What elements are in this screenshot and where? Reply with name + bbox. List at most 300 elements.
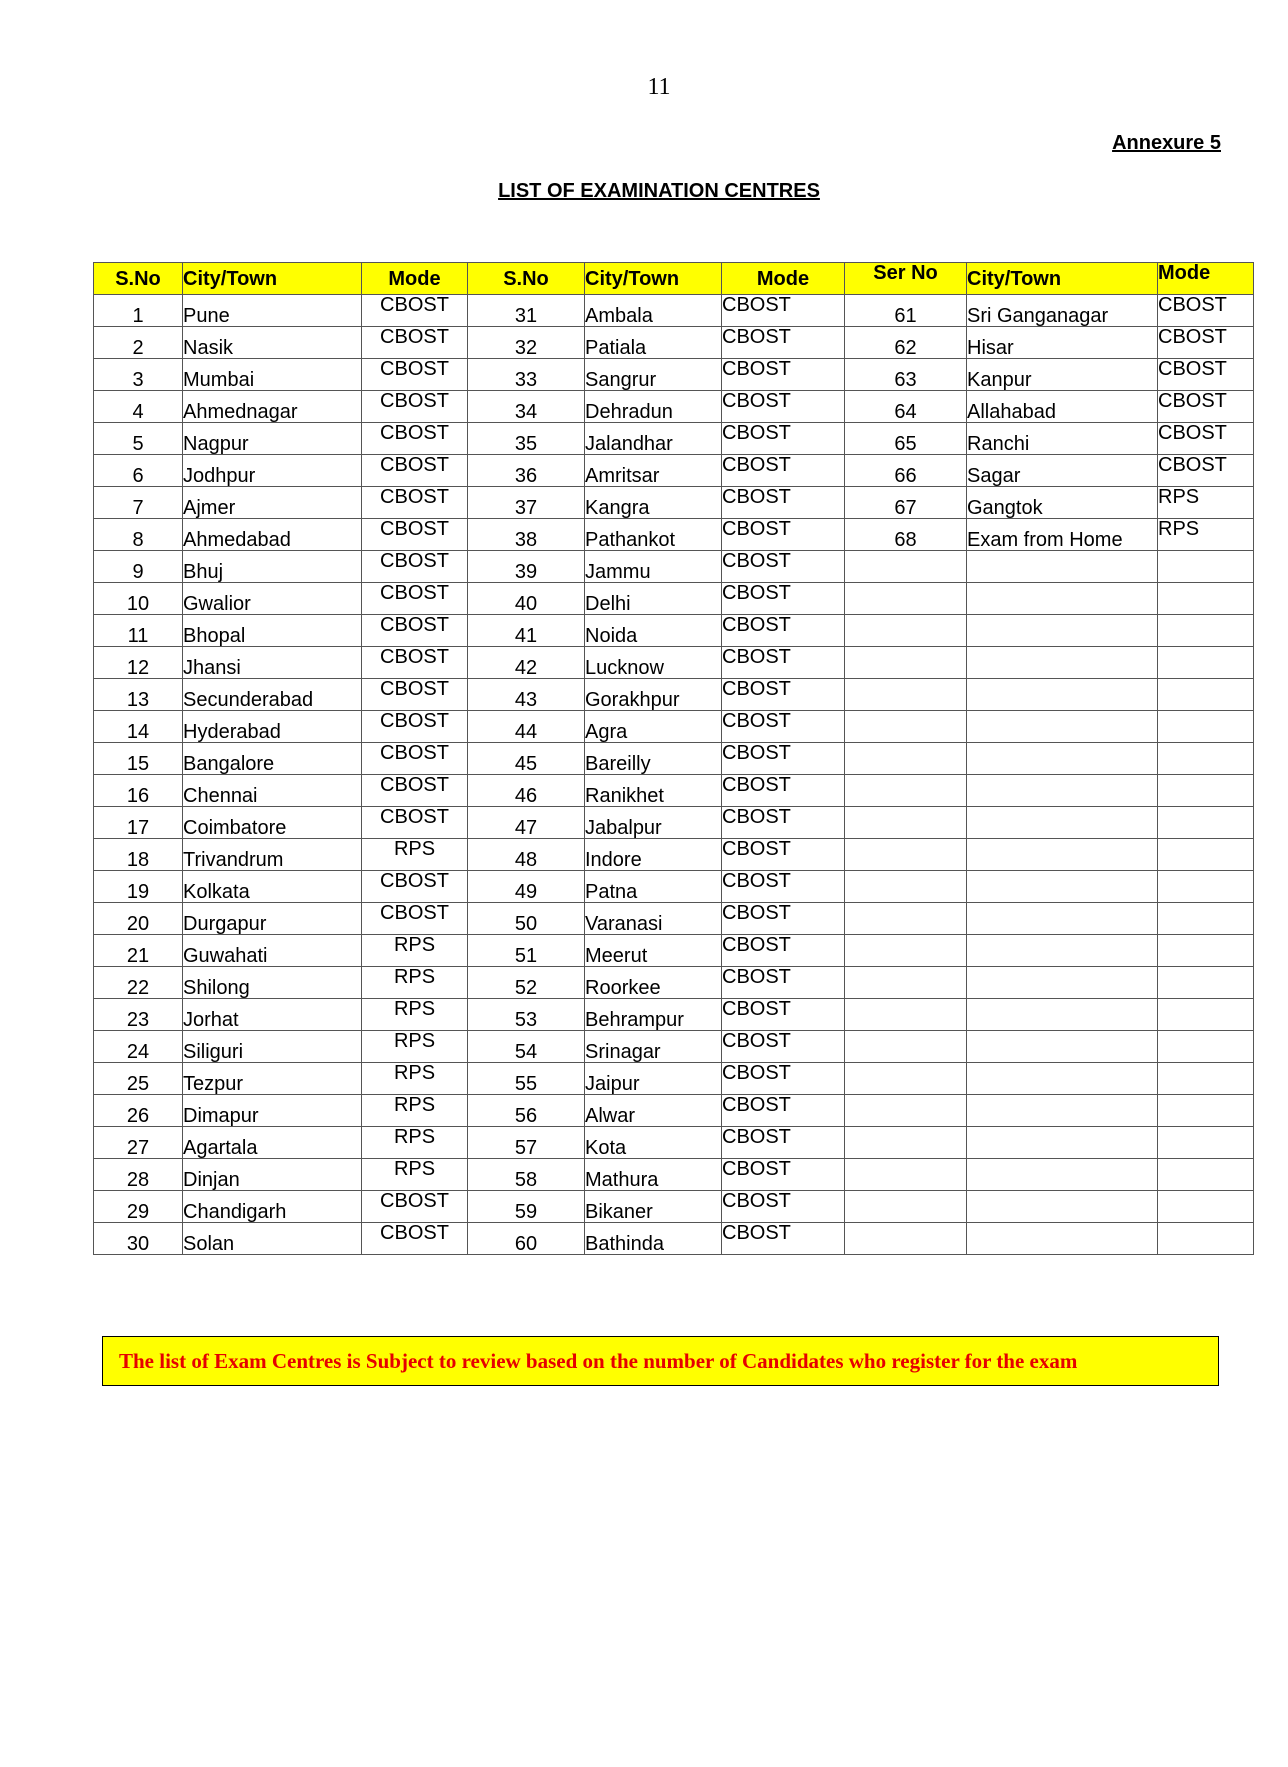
cell-sno-1: 20: [94, 903, 183, 935]
table-row: [94, 967, 1254, 999]
cell-sno-3: 66: [845, 455, 967, 487]
cell-sno-3: [845, 967, 967, 999]
cell-mode-3: [1158, 743, 1254, 775]
cell-mode-1: CBOST: [362, 359, 468, 391]
cell-city-2: Sangrur: [585, 359, 722, 391]
cell-sno-2: 43: [468, 679, 585, 711]
cell-sno-3: [845, 711, 967, 743]
cell-sno-2: 44: [468, 711, 585, 743]
cell-sno-3: 68: [845, 519, 967, 551]
cell-mode-1: CBOST: [362, 1191, 468, 1223]
cell-city-2: Bathinda: [585, 1223, 722, 1255]
table-row: [94, 647, 1254, 679]
cell-sno-1: 18: [94, 839, 183, 871]
cell-sno-3: [845, 1095, 967, 1127]
cell-city-2: Bareilly: [585, 743, 722, 775]
cell-city-3: [967, 967, 1158, 999]
cell-city-1: Agartala: [183, 1127, 362, 1159]
cell-mode-2: CBOST: [722, 1223, 845, 1255]
cell-city-2: Bikaner: [585, 1191, 722, 1223]
cell-city-2: Patiala: [585, 327, 722, 359]
cell-mode-2: CBOST: [722, 455, 845, 487]
cell-sno-2: 41: [468, 615, 585, 647]
cell-city-1: Tezpur: [183, 1063, 362, 1095]
cell-mode-3: [1158, 1031, 1254, 1063]
cell-mode-2: CBOST: [722, 391, 845, 423]
cell-city-3: [967, 775, 1158, 807]
cell-sno-2: 38: [468, 519, 585, 551]
cell-mode-2: CBOST: [722, 327, 845, 359]
cell-mode-3: CBOST: [1158, 423, 1254, 455]
cell-mode-2: CBOST: [722, 551, 845, 583]
cell-mode-1: CBOST: [362, 1223, 468, 1255]
cell-city-3: [967, 1031, 1158, 1063]
cell-sno-3: [845, 583, 967, 615]
header-mode-2: Mode: [722, 263, 845, 295]
cell-city-3: [967, 647, 1158, 679]
cell-city-3: [967, 935, 1158, 967]
cell-mode-1: RPS: [362, 967, 468, 999]
header-mode-3: Mode: [1158, 263, 1254, 295]
cell-city-3: Sri Ganganagar: [967, 295, 1158, 327]
cell-city-2: Noida: [585, 615, 722, 647]
cell-sno-1: 8: [94, 519, 183, 551]
cell-mode-3: CBOST: [1158, 359, 1254, 391]
table-row: [94, 807, 1254, 839]
cell-mode-1: CBOST: [362, 327, 468, 359]
cell-mode-3: [1158, 967, 1254, 999]
cell-city-1: Dimapur: [183, 1095, 362, 1127]
cell-sno-3: 61: [845, 295, 967, 327]
table-row: [94, 903, 1254, 935]
cell-sno-1: 24: [94, 1031, 183, 1063]
cell-sno-1: 28: [94, 1159, 183, 1191]
cell-city-1: Jhansi: [183, 647, 362, 679]
cell-sno-1: 25: [94, 1063, 183, 1095]
cell-city-2: Indore: [585, 839, 722, 871]
cell-sno-1: 6: [94, 455, 183, 487]
cell-mode-2: CBOST: [722, 1031, 845, 1063]
header-mode-1: Mode: [362, 263, 468, 295]
table-row: [94, 1095, 1254, 1127]
cell-city-2: Alwar: [585, 1095, 722, 1127]
cell-city-2: Roorkee: [585, 967, 722, 999]
cell-sno-3: [845, 807, 967, 839]
table-row: [94, 1159, 1254, 1191]
cell-city-1: Secunderabad: [183, 679, 362, 711]
cell-sno-3: [845, 1159, 967, 1191]
table-row: [94, 1031, 1254, 1063]
cell-city-3: [967, 743, 1158, 775]
cell-sno-1: 17: [94, 807, 183, 839]
cell-city-1: Jodhpur: [183, 455, 362, 487]
cell-mode-1: CBOST: [362, 487, 468, 519]
table-row: [94, 679, 1254, 711]
cell-mode-3: [1158, 839, 1254, 871]
cell-mode-2: CBOST: [722, 935, 845, 967]
header-city-1: City/Town: [183, 263, 362, 295]
cell-city-1: Dinjan: [183, 1159, 362, 1191]
cell-mode-3: [1158, 903, 1254, 935]
cell-city-2: Ranikhet: [585, 775, 722, 807]
cell-mode-1: CBOST: [362, 871, 468, 903]
cell-mode-2: CBOST: [722, 679, 845, 711]
cell-city-1: Shilong: [183, 967, 362, 999]
table-row: [94, 935, 1254, 967]
cell-mode-3: [1158, 807, 1254, 839]
cell-sno-1: 12: [94, 647, 183, 679]
cell-city-2: Srinagar: [585, 1031, 722, 1063]
cell-city-2: Ambala: [585, 295, 722, 327]
cell-sno-3: [845, 1191, 967, 1223]
cell-sno-1: 11: [94, 615, 183, 647]
table-row: [94, 615, 1254, 647]
cell-mode-1: CBOST: [362, 391, 468, 423]
cell-mode-2: CBOST: [722, 1095, 845, 1127]
cell-sno-1: 13: [94, 679, 183, 711]
cell-city-3: [967, 583, 1158, 615]
cell-city-3: [967, 839, 1158, 871]
cell-city-1: Nasik: [183, 327, 362, 359]
cell-sno-3: [845, 743, 967, 775]
cell-city-1: Coimbatore: [183, 807, 362, 839]
cell-sno-2: 35: [468, 423, 585, 455]
cell-sno-2: 53: [468, 999, 585, 1031]
cell-city-1: Siliguri: [183, 1031, 362, 1063]
cell-city-3: [967, 999, 1158, 1031]
cell-sno-2: 47: [468, 807, 585, 839]
cell-sno-2: 33: [468, 359, 585, 391]
cell-sno-3: [845, 1127, 967, 1159]
cell-city-3: [967, 903, 1158, 935]
cell-mode-2: CBOST: [722, 423, 845, 455]
table-row: [94, 423, 1254, 455]
cell-city-3: [967, 679, 1158, 711]
cell-mode-2: CBOST: [722, 583, 845, 615]
table-row: [94, 455, 1254, 487]
cell-mode-3: [1158, 679, 1254, 711]
cell-sno-1: 7: [94, 487, 183, 519]
cell-sno-1: 9: [94, 551, 183, 583]
cell-sno-2: 34: [468, 391, 585, 423]
cell-sno-1: 3: [94, 359, 183, 391]
cell-mode-1: CBOST: [362, 455, 468, 487]
cell-mode-1: CBOST: [362, 711, 468, 743]
cell-mode-2: CBOST: [722, 1191, 845, 1223]
page-title: LIST OF EXAMINATION CENTRES: [498, 180, 820, 202]
cell-sno-3: [845, 1223, 967, 1255]
table-row: [94, 551, 1254, 583]
cell-mode-3: CBOST: [1158, 327, 1254, 359]
cell-sno-3: [845, 679, 967, 711]
cell-sno-1: 21: [94, 935, 183, 967]
cell-city-2: Jalandhar: [585, 423, 722, 455]
header-city-3: City/Town: [967, 263, 1158, 295]
cell-sno-3: [845, 935, 967, 967]
cell-sno-2: 48: [468, 839, 585, 871]
cell-sno-2: 36: [468, 455, 585, 487]
cell-city-3: [967, 807, 1158, 839]
cell-city-3: [967, 1223, 1158, 1255]
cell-mode-3: CBOST: [1158, 295, 1254, 327]
table-row: [94, 1191, 1254, 1223]
cell-mode-2: CBOST: [722, 807, 845, 839]
cell-mode-1: CBOST: [362, 551, 468, 583]
cell-mode-1: RPS: [362, 1031, 468, 1063]
cell-sno-1: 4: [94, 391, 183, 423]
cell-sno-1: 15: [94, 743, 183, 775]
cell-city-3: Kanpur: [967, 359, 1158, 391]
cell-city-2: Varanasi: [585, 903, 722, 935]
cell-city-3: [967, 711, 1158, 743]
cell-city-1: Bhuj: [183, 551, 362, 583]
cell-sno-2: 52: [468, 967, 585, 999]
cell-mode-1: CBOST: [362, 615, 468, 647]
cell-city-3: [967, 871, 1158, 903]
cell-city-1: Gwalior: [183, 583, 362, 615]
cell-city-3: [967, 1127, 1158, 1159]
cell-sno-3: [845, 903, 967, 935]
cell-city-1: Hyderabad: [183, 711, 362, 743]
cell-mode-2: CBOST: [722, 647, 845, 679]
table-row: [94, 1223, 1254, 1255]
cell-sno-3: [845, 1031, 967, 1063]
table-row: [94, 1127, 1254, 1159]
cell-mode-1: CBOST: [362, 679, 468, 711]
cell-city-3: Ranchi: [967, 423, 1158, 455]
cell-sno-2: 49: [468, 871, 585, 903]
cell-mode-1: RPS: [362, 999, 468, 1031]
cell-sno-2: 59: [468, 1191, 585, 1223]
cell-mode-3: [1158, 1127, 1254, 1159]
cell-mode-3: CBOST: [1158, 455, 1254, 487]
cell-mode-2: CBOST: [722, 359, 845, 391]
cell-sno-3: 62: [845, 327, 967, 359]
cell-sno-3: [845, 839, 967, 871]
cell-city-1: Jorhat: [183, 999, 362, 1031]
table-row: [94, 839, 1254, 871]
cell-sno-3: [845, 775, 967, 807]
cell-sno-1: 30: [94, 1223, 183, 1255]
cell-city-1: Mumbai: [183, 359, 362, 391]
cell-city-2: Behrampur: [585, 999, 722, 1031]
cell-mode-1: RPS: [362, 1095, 468, 1127]
cell-mode-1: CBOST: [362, 775, 468, 807]
cell-city-2: Mathura: [585, 1159, 722, 1191]
cell-mode-2: CBOST: [722, 1127, 845, 1159]
cell-city-3: [967, 1095, 1158, 1127]
cell-city-3: [967, 1063, 1158, 1095]
cell-city-2: Dehradun: [585, 391, 722, 423]
cell-mode-3: [1158, 1095, 1254, 1127]
cell-mode-2: CBOST: [722, 711, 845, 743]
cell-city-1: Chennai: [183, 775, 362, 807]
table-row: [94, 487, 1254, 519]
cell-sno-1: 16: [94, 775, 183, 807]
cell-mode-3: [1158, 775, 1254, 807]
table-row: [94, 359, 1254, 391]
cell-city-3: [967, 551, 1158, 583]
cell-mode-2: CBOST: [722, 871, 845, 903]
cell-city-3: Allahabad: [967, 391, 1158, 423]
cell-mode-1: CBOST: [362, 647, 468, 679]
cell-city-1: Guwahati: [183, 935, 362, 967]
cell-mode-1: CBOST: [362, 903, 468, 935]
cell-mode-3: [1158, 1223, 1254, 1255]
cell-city-3: [967, 615, 1158, 647]
cell-sno-3: 63: [845, 359, 967, 391]
cell-city-1: Ahmedabad: [183, 519, 362, 551]
cell-sno-1: 5: [94, 423, 183, 455]
cell-city-1: Trivandrum: [183, 839, 362, 871]
cell-city-2: Jabalpur: [585, 807, 722, 839]
cell-mode-3: RPS: [1158, 519, 1254, 551]
cell-sno-1: 2: [94, 327, 183, 359]
cell-city-3: Sagar: [967, 455, 1158, 487]
cell-city-3: [967, 1159, 1158, 1191]
cell-sno-2: 45: [468, 743, 585, 775]
cell-sno-2: 46: [468, 775, 585, 807]
cell-sno-2: 54: [468, 1031, 585, 1063]
cell-mode-2: CBOST: [722, 839, 845, 871]
cell-mode-2: CBOST: [722, 615, 845, 647]
cell-sno-2: 55: [468, 1063, 585, 1095]
table-row: [94, 743, 1254, 775]
cell-city-2: Jaipur: [585, 1063, 722, 1095]
cell-mode-1: CBOST: [362, 807, 468, 839]
cell-city-1: Nagpur: [183, 423, 362, 455]
cell-city-2: Patna: [585, 871, 722, 903]
table-row: [94, 775, 1254, 807]
cell-mode-3: [1158, 871, 1254, 903]
table-row: [94, 327, 1254, 359]
cell-mode-1: CBOST: [362, 583, 468, 615]
table-row: [94, 391, 1254, 423]
cell-city-1: Ahmednagar: [183, 391, 362, 423]
cell-city-3: Exam from Home: [967, 519, 1158, 551]
cell-city-1: Durgapur: [183, 903, 362, 935]
cell-city-2: Kota: [585, 1127, 722, 1159]
table-row: [94, 1063, 1254, 1095]
cell-sno-3: [845, 999, 967, 1031]
cell-sno-2: 37: [468, 487, 585, 519]
cell-mode-1: CBOST: [362, 743, 468, 775]
cell-sno-1: 1: [94, 295, 183, 327]
cell-city-1: Bhopal: [183, 615, 362, 647]
cell-city-2: Gorakhpur: [585, 679, 722, 711]
cell-city-1: Pune: [183, 295, 362, 327]
cell-mode-3: [1158, 1159, 1254, 1191]
cell-city-1: Kolkata: [183, 871, 362, 903]
cell-mode-2: CBOST: [722, 775, 845, 807]
cell-city-3: Gangtok: [967, 487, 1158, 519]
header-ser-no-3: Ser No: [845, 263, 967, 295]
cell-city-2: Pathankot: [585, 519, 722, 551]
table-row: [94, 711, 1254, 743]
cell-sno-1: 26: [94, 1095, 183, 1127]
cell-sno-3: 64: [845, 391, 967, 423]
cell-sno-3: [845, 615, 967, 647]
table-row: [94, 295, 1254, 327]
cell-sno-3: 65: [845, 423, 967, 455]
cell-mode-3: [1158, 935, 1254, 967]
cell-city-1: Bangalore: [183, 743, 362, 775]
cell-mode-2: CBOST: [722, 743, 845, 775]
cell-sno-1: 27: [94, 1127, 183, 1159]
cell-sno-1: 23: [94, 999, 183, 1031]
cell-mode-3: RPS: [1158, 487, 1254, 519]
cell-sno-2: 60: [468, 1223, 585, 1255]
cell-city-2: Agra: [585, 711, 722, 743]
examination-centres-table: [93, 262, 1254, 1255]
cell-city-2: Meerut: [585, 935, 722, 967]
cell-sno-3: [845, 871, 967, 903]
cell-mode-1: CBOST: [362, 423, 468, 455]
cell-mode-3: [1158, 615, 1254, 647]
cell-mode-2: CBOST: [722, 967, 845, 999]
cell-mode-3: [1158, 1063, 1254, 1095]
cell-city-2: Jammu: [585, 551, 722, 583]
cell-mode-1: RPS: [362, 1063, 468, 1095]
annexure-label: Annexure 5: [1112, 132, 1221, 154]
cell-sno-2: 58: [468, 1159, 585, 1191]
cell-city-3: Hisar: [967, 327, 1158, 359]
cell-sno-2: 57: [468, 1127, 585, 1159]
cell-mode-3: [1158, 583, 1254, 615]
cell-mode-2: CBOST: [722, 519, 845, 551]
cell-mode-2: CBOST: [722, 1063, 845, 1095]
cell-mode-2: CBOST: [722, 999, 845, 1031]
cell-city-1: Chandigarh: [183, 1191, 362, 1223]
cell-sno-1: 19: [94, 871, 183, 903]
table-row: [94, 583, 1254, 615]
cell-mode-1: RPS: [362, 839, 468, 871]
cell-city-1: Solan: [183, 1223, 362, 1255]
cell-mode-2: CBOST: [722, 1159, 845, 1191]
cell-mode-1: CBOST: [362, 519, 468, 551]
cell-mode-3: [1158, 999, 1254, 1031]
cell-mode-3: CBOST: [1158, 391, 1254, 423]
header-sno-2: S.No: [468, 263, 585, 295]
cell-mode-3: [1158, 711, 1254, 743]
cell-city-1: Ajmer: [183, 487, 362, 519]
cell-sno-1: 10: [94, 583, 183, 615]
header-sno-1: S.No: [94, 263, 183, 295]
cell-mode-1: RPS: [362, 935, 468, 967]
cell-sno-1: 14: [94, 711, 183, 743]
cell-sno-2: 56: [468, 1095, 585, 1127]
table-row: [94, 999, 1254, 1031]
review-notice: The list of Exam Centres is Subject to review based on the number of Candidates who register for the exam: [102, 1336, 1219, 1386]
cell-city-2: Delhi: [585, 583, 722, 615]
cell-mode-2: CBOST: [722, 903, 845, 935]
table-row: [94, 871, 1254, 903]
cell-city-2: Kangra: [585, 487, 722, 519]
cell-mode-3: [1158, 1191, 1254, 1223]
cell-mode-1: RPS: [362, 1159, 468, 1191]
cell-sno-2: 51: [468, 935, 585, 967]
cell-mode-1: CBOST: [362, 295, 468, 327]
cell-city-2: Lucknow: [585, 647, 722, 679]
cell-sno-3: [845, 647, 967, 679]
table-header-row: [94, 263, 1254, 295]
header-city-2: City/Town: [585, 263, 722, 295]
cell-sno-2: 39: [468, 551, 585, 583]
cell-sno-1: 29: [94, 1191, 183, 1223]
cell-sno-2: 50: [468, 903, 585, 935]
cell-city-2: Amritsar: [585, 455, 722, 487]
cell-mode-1: RPS: [362, 1127, 468, 1159]
